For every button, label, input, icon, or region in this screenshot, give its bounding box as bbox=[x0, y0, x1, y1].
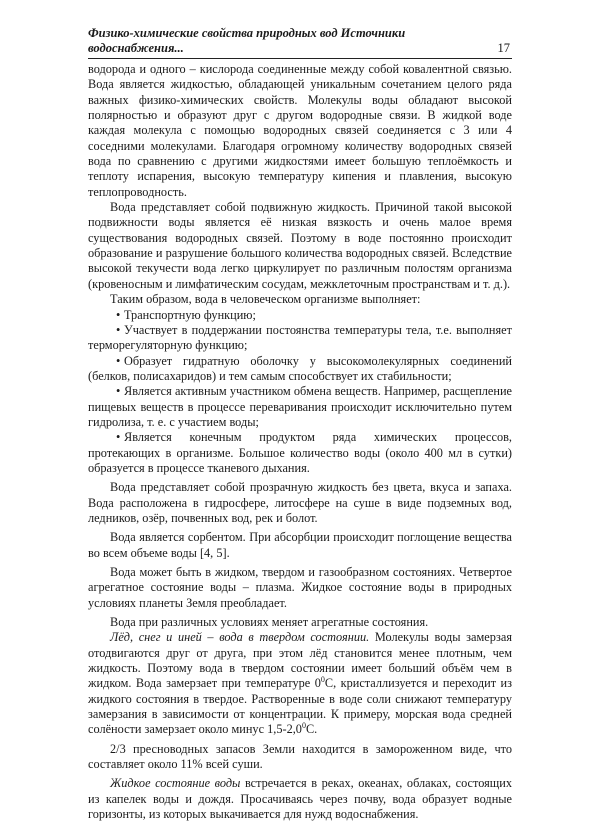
running-header bbox=[88, 26, 510, 56]
paragraph-functions-intro: Таким образом, вода в человеческом организме выполняет: bbox=[110, 292, 421, 307]
bullet-icon: • bbox=[116, 322, 121, 337]
solid-state-heading: Лёд, снег и иней – вода в твердом состоянии. bbox=[110, 630, 370, 645]
paragraph-solid-state: Лёд, снег и иней – вода в твердом состоянии. Молекулы воды замерзая отодвигаются друг от друга, при этом лёд становится менее плотным, чем жидкость. Поэтому вода в твердом состоянии имеет больший объём чем в жидком. Вода замерзает при температуре $0^0С$, кристаллизуется и переходит из жидкого состояния в твердое. Растворенные в воде соли снижают температуру замерзания в зависимости от концентрации. К примеру, морская вода средней солёности замерзает около минус $1,5-2,0^0С$. bbox=[88, 630, 512, 737]
paragraph-sorbent: Вода является сорбентом. При абсорбции происходит поглощение вещества во всем объеме воды [4, 5]. bbox=[88, 530, 512, 560]
paragraph-states: Вода может быть в жидком, твердом и газообразном состояниях. Четвертое агрегатное состояние воды – плазма. Жидкое состояние воды в природных условиях планеты Земля преобладает. bbox=[88, 565, 512, 610]
list-item: • Является конечным продуктом ряда химических процессов, протекающих в организме. Большое количество воды (около 400 мл в сутки) образуется в процессе тканевого дыхания. bbox=[88, 430, 512, 475]
list-item: • Транспортную функцию; bbox=[88, 308, 512, 323]
header-rule bbox=[88, 58, 512, 59]
paragraph-mobility: Вода представляет собой подвижную жидкость. Причиной такой высокой подвижности воды является её низкая вязкость и очень малое время существования водородных связей. Поэтому в воде постоянно происходит образование и разрушение большого количества водородных связей. Вследствие высокой текучести вода легко циркулирует по различным полостям организма (кровеносным и лимфатическим сосудам, межклеточным пространствам и т. д.). bbox=[88, 200, 512, 291]
body-text bbox=[88, 62, 512, 823]
functions-list bbox=[88, 308, 512, 477]
list-item: • Является активным участником обмена веществ. Например, расщепление пищевых веществ в процессе переваривания происходит исключительно путем гидролиза, т. е. с участием воды; bbox=[88, 384, 512, 429]
paragraph-hydrogen-bonds: водорода и одного – кислорода соединенные между собой ковалентной связью. Вода является жидкостью, обладающей уникальным сочетанием целого ряда важных физико-химических свойств. Молекулы воды обладают высокой полярностью и образуют друг с другом водородные связи. В жидкой воде каждая молекула с помощью водородных связей соединяется с 3 или 4 соседними молекулами. Благодаря огромному количеству водородных связей вода по сравнению с другими жидкостями имеет большую теплоёмкость и теплоту испарения, высокую температуру кипения и плавления, высокую теплопроводность. bbox=[88, 62, 512, 199]
bullet-icon: • bbox=[116, 384, 121, 399]
bullet-icon: • bbox=[116, 307, 121, 322]
list-item: • Образует гидратную оболочку у высокомолекулярных соединений (белков, полисахаридов) и тем самым способствует их стабильности; bbox=[88, 353, 512, 383]
paragraph-properties: Вода представляет собой прозрачную жидкость без цвета, вкуса и запаха. Вода расположена в гидросфере, литосфере на суше в виде подземных вод, ледников, озёр, почвенных вод, рек и болот. bbox=[88, 480, 512, 525]
bullet-icon: • bbox=[116, 353, 121, 368]
list-item: • Участвует в поддержании постоянства температуры тела, т.е. выполняет терморегуляторную функцию; bbox=[88, 322, 512, 353]
paragraph-liquid-state: Жидкое состояние воды встречается в реках, океанах, облаках, состоящих из капелек воды и дождя. Просачиваясь через почву, вода образует водные горизонты, из которых выкачивается для нужд водоснабжения. bbox=[88, 776, 512, 822]
header-title: Физико-химические свойства природных вод Источники водоснабжения... bbox=[88, 26, 406, 55]
bullet-icon: • bbox=[116, 430, 121, 445]
liquid-state-heading: Жидкое состояние воды bbox=[110, 776, 241, 791]
paragraph-state-changes: Вода при различных условиях меняет агрегатные состояния. bbox=[110, 615, 429, 630]
page-number: 17 bbox=[497, 41, 510, 55]
paragraph-frozen-reserves: 2/3 пресноводных запасов Земли находится в замороженном виде, что составляет около 11% всей суши. bbox=[88, 741, 512, 772]
